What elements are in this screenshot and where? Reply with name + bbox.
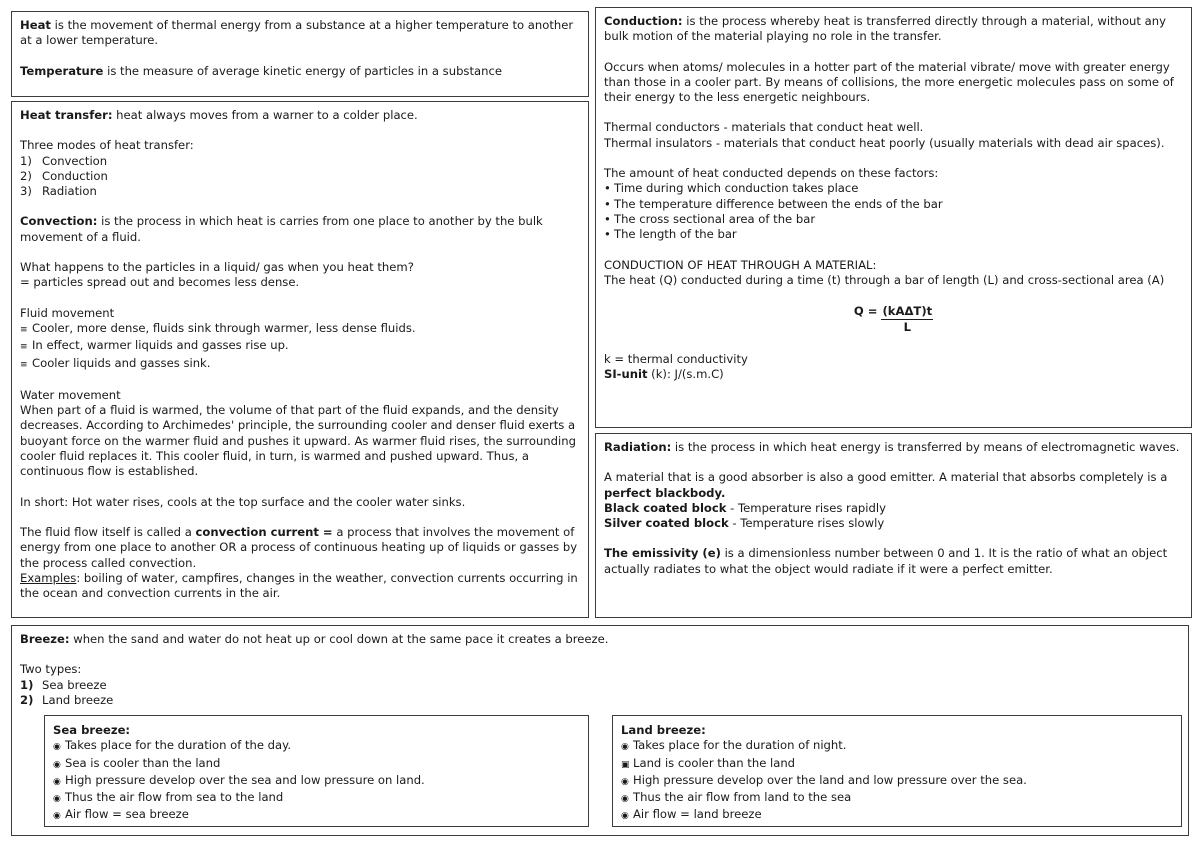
- heat-def: is the movement of thermal energy from a substance at a higher temperature to another at a lower temperature.: [20, 18, 574, 48]
- silver-block-text: [604, 516, 1183, 531]
- modes-heading: Three modes of heat transfer:: [20, 138, 194, 153]
- water-movement-text: When part of a fluid is warmed, the volume of that part of the fluid expands, and the density decreases. According to Archimedes' principle, the surrounding cooler and denser fluid exerts a buoyant force on the warmer fluid and pushes it upward. As warmer fluid rises, the surrounding cooler fluid replaces it. This cooler fluid, in turn, is warmed and pushed upward. Thus, a continuous flow is established.: [20, 403, 576, 479]
- factor-item: • The temperature difference between the ends of the bar: [604, 197, 1183, 212]
- land-breeze-item: ◉ High pressure develop over the land and low pressure over the sea.: [621, 773, 1173, 790]
- heat-definition: [20, 18, 580, 49]
- si-unit: [604, 367, 1183, 382]
- emissivity-term: The emissivity (e): [604, 546, 721, 561]
- emissivity-body: is a dimensionless number between 0 and 1. It is the ratio of what an object actually radiates to what the object would radiate if it were a perfect emitter.: [604, 546, 1168, 576]
- sea-breeze-item: ◉ Takes place for the duration of the day.: [53, 738, 580, 755]
- mode-item: [20, 154, 580, 169]
- sea-breeze-item: ◉ Sea is cooler than the land: [53, 756, 580, 773]
- si-unit-text: (k): J/(s.m.C): [647, 367, 724, 382]
- temperature-def: is the measure of average kinetic energy of particles in a substance: [103, 63, 502, 78]
- examples-label: Examples: [20, 570, 77, 585]
- factor-item: • The cross sectional area of the bar: [604, 212, 1183, 227]
- fluid-movement-heading: Fluid movement: [20, 305, 115, 320]
- fluid-movement-item: ≡ Cooler liquids and gasses sink.: [20, 356, 580, 373]
- breeze-types-heading: Two types:: [20, 662, 82, 677]
- breeze-box: [11, 625, 1189, 836]
- black-block-term: Black coated block: [604, 500, 727, 515]
- convection-definition: [20, 214, 580, 245]
- occurs-text: Occurs when atoms/ molecules in a hotter part of the material vibrate/ move with greater energy than those in a cooler part. By means of collisions, the more energetic molecules pass on some of their energy to the less energetic neighbours.: [604, 59, 1174, 105]
- land-breeze-item: ◉ Takes place for the duration of night.: [621, 738, 1173, 755]
- heat-transfer-box: [11, 101, 589, 618]
- formula-denominator: L: [903, 320, 912, 335]
- breeze-type-label: Land breeze: [42, 692, 114, 707]
- conduction-term: Conduction:: [604, 14, 683, 28]
- land-breeze-title: Land breeze:: [621, 723, 706, 737]
- sea-breeze-item: ◉ Air flow = sea breeze: [53, 807, 580, 824]
- breeze-type-item: [20, 678, 1180, 693]
- conduction-caps-heading: CONDUCTION OF HEAT THROUGH A MATERIAL:: [604, 257, 877, 272]
- thermal-insulators: Thermal insulators - materials that conduct heat poorly (usually materials with dead air spaces).: [604, 135, 1165, 150]
- heat-term: Heat: [20, 18, 51, 32]
- particles-question: What happens to the particles in a liquid/ gas when you heat them?: [20, 260, 414, 275]
- breeze-definition: [20, 632, 1180, 647]
- land-breeze-box: [612, 715, 1182, 827]
- sea-breeze-item: ◉ Thus the air flow from sea to the land: [53, 790, 580, 807]
- convection-current-text: [20, 525, 580, 571]
- thermal-conductors: Thermal conductors - materials that conduct heat well.: [604, 120, 924, 135]
- silver-block-term: Silver coated block: [604, 516, 729, 531]
- breeze-type-number: 1): [20, 677, 34, 692]
- factors-heading: The amount of heat conducted depends on these factors:: [604, 166, 939, 181]
- convection-current-term: convection current =: [195, 524, 333, 539]
- temperature-definition: [20, 64, 580, 79]
- sea-breeze-box: [44, 715, 589, 827]
- sea-breeze-heading: [53, 723, 580, 738]
- mode-label: Conduction: [42, 168, 108, 183]
- land-breeze-item: ◉ Air flow = land breeze: [621, 807, 1173, 824]
- mode-label: Radiation: [42, 184, 97, 199]
- convection-term: Convection:: [20, 214, 98, 229]
- conduction-definition: [604, 14, 1183, 45]
- black-block-body: - Temperature rises rapidly: [726, 500, 886, 515]
- blackbody-term: perfect blackbody.: [604, 485, 726, 500]
- mode-item: [20, 169, 580, 184]
- convection-def: is the process in which heat is carries from one place to another by the bulk movement of a fluid.: [20, 214, 543, 244]
- radiation-term: Radiation:: [604, 440, 672, 454]
- fluid-movement-item: ≡ Cooler, more dense, fluids sink through warmer, less dense fluids.: [20, 321, 580, 338]
- k-definition: k = thermal conductivity: [604, 351, 748, 366]
- land-breeze-heading: [621, 723, 1173, 738]
- black-block-text: [604, 501, 1183, 516]
- silver-block-body: - Temperature rises slowly: [728, 516, 885, 531]
- mode-number: 2): [20, 168, 32, 183]
- land-breeze-item: ▣ Land is cooler than the land: [621, 756, 1173, 773]
- heat-transfer-term: Heat transfer:: [20, 108, 113, 122]
- conduction-formula: [604, 304, 1183, 336]
- si-unit-term: SI-unit: [604, 367, 648, 382]
- temperature-term: Temperature: [20, 63, 104, 78]
- absorber-body: A material that is a good absorber is also a good emitter. A material that absorbs completely is a: [604, 470, 1168, 485]
- radiation-def: is the process in which heat energy is transferred by means of electromagnetic waves.: [671, 440, 1180, 454]
- particles-answer: = particles spread out and becomes less dense.: [20, 275, 300, 290]
- in-short-text: In short: Hot water rises, cools at the top surface and the cooler water sinks.: [20, 494, 466, 509]
- flow-pre: The fluid flow itself is called a: [20, 524, 196, 539]
- sea-breeze-item: ◉ High pressure develop over the sea and low pressure on land.: [53, 773, 580, 790]
- mode-label: Convection: [42, 153, 108, 168]
- water-movement-heading: Water movement: [20, 387, 121, 402]
- factor-item: • Time during which conduction takes place: [604, 181, 1183, 196]
- breeze-term: Breeze:: [20, 632, 70, 646]
- factor-item: • The length of the bar: [604, 227, 1183, 242]
- conduction-box: [595, 7, 1192, 428]
- examples-text: [20, 571, 580, 602]
- radiation-definition: [604, 440, 1183, 455]
- conduction-def: is the process whereby heat is transferred directly through a material, without any bulk motion of the material playing no role in the transfer.: [604, 14, 1166, 44]
- mode-item: [20, 184, 580, 199]
- mode-number: 1): [20, 153, 32, 168]
- flow-post: a process that involves the movement of energy from one place to another OR a process of continuous heating up of liquids or gasses by the process called convection.: [20, 524, 578, 570]
- sea-breeze-title: Sea breeze:: [53, 723, 131, 737]
- formula-lhs: Q =: [853, 304, 882, 319]
- heat-transfer-definition: [20, 108, 580, 123]
- breeze-type-number: 2): [20, 692, 34, 707]
- heat-transfer-def: heat always moves from a warner to a colder place.: [112, 108, 418, 122]
- heat-temperature-box: [11, 11, 589, 97]
- breeze-def: when the sand and water do not heat up or cool down at the same pace it creates a breeze.: [69, 632, 609, 646]
- examples-body: : boiling of water, campfires, changes in the weather, convection currents occurring in the ocean and convection currents in the air.: [20, 570, 578, 601]
- emissivity-text: [604, 546, 1183, 577]
- breeze-type-item: [20, 693, 1180, 708]
- formula-fraction: [881, 304, 933, 336]
- radiation-box: [595, 433, 1192, 618]
- formula-numerator: (kAΔT)t: [881, 304, 933, 320]
- conduction-caps-text: The heat (Q) conducted during a time (t) through a bar of length (L) and cross-sectional area (A): [604, 272, 1165, 287]
- absorber-text: [604, 470, 1183, 501]
- breeze-type-label: Sea breeze: [42, 677, 107, 692]
- land-breeze-item: ◉ Thus the air flow from land to the sea: [621, 790, 1173, 807]
- mode-number: 3): [20, 184, 32, 199]
- fluid-movement-item: ≡ In effect, warmer liquids and gasses rise up.: [20, 338, 580, 355]
